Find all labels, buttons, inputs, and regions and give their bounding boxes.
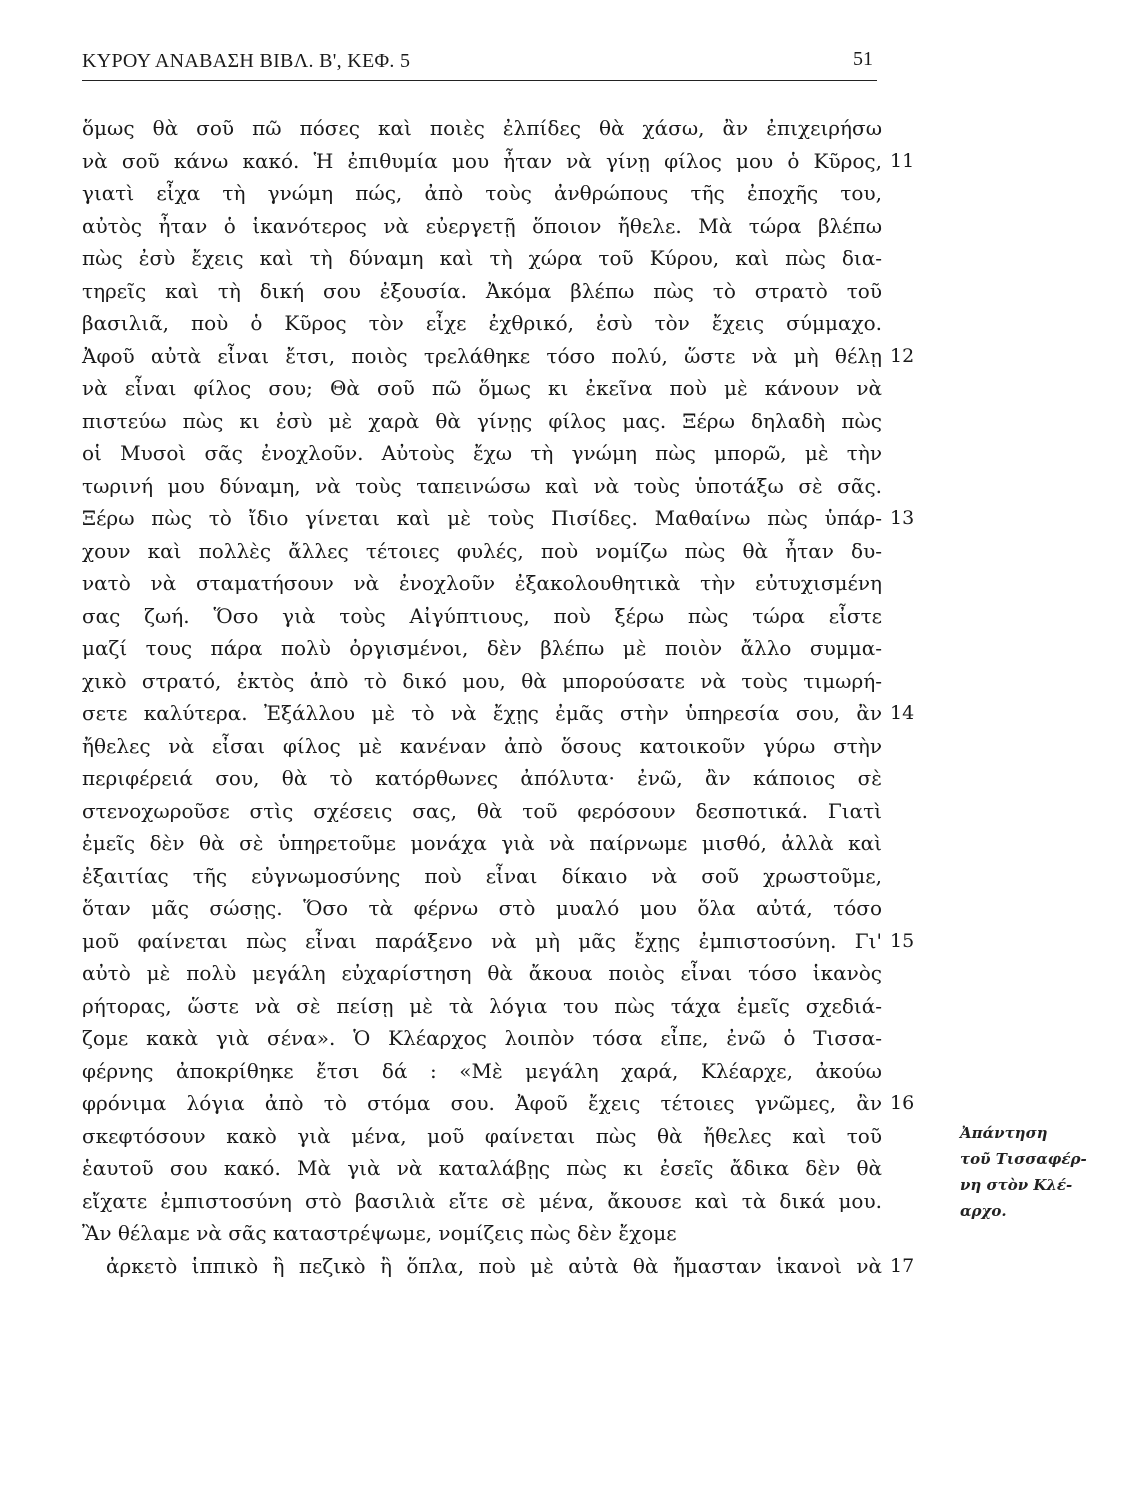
text-line: τωρινή μου δύναμη, νὰ τοὺς ταπεινώσω καὶ νὰ τοὺς ὑποτάξω σὲ σᾶς. (82, 473, 882, 498)
text-line: περιφέρειά σου, θὰ τὸ κατόρθωνες ἀπόλυτα· ἐνῶ, ἂν κάποιος σὲ (82, 766, 882, 790)
text-line: αὐτὸς ἦταν ὁ ἱκανότερος νὰ εὐεργετῇ ὅποιον ἤθελε. Μὰ τώρα βλέπω (82, 213, 882, 238)
section-number: 13 (890, 507, 915, 529)
section-number: 12 (890, 344, 915, 367)
margin-note-line: τοῦ Τισσαφέρ- (960, 1150, 1087, 1168)
text-line: εἴχατε ἐμπιστοσύνη στὸ βασιλιὰ εἴτε σὲ μένα, ἄκουσε καὶ τὰ δικά μου. (82, 1188, 882, 1213)
running-header (82, 44, 877, 81)
text-line: μοῦ φαίνεται πὼς εἶναι παράξενο νὰ μὴ μᾶς ἔχῃς ἐμπιστοσύνη. Γι' 15 (82, 925, 882, 958)
body-text (82, 112, 915, 1315)
text-line: τηρεῖς καὶ τὴ δική σου ἐξουσία. Ἀκόμα βλέπω πὼς τὸ στρατὸ τοῦ (82, 278, 882, 303)
section-number: 14 (890, 702, 915, 724)
text-line: χικὸ στρατό, ἐκτὸς ἀπὸ τὸ δικό μου, θὰ μπορούσατε νὰ τοὺς τιμωρή- (82, 668, 882, 693)
margin-note-line: αρχο. (960, 1202, 1007, 1220)
text-line: πὼς ἐσὺ ἔχεις καὶ τὴ δύναμη καὶ τὴ χώρα τοῦ Κύρου, καὶ πὼς δια- (82, 246, 882, 270)
text-line: ὅμως θὰ σοῦ πῶ πόσες καὶ ποιὲς ἐλπίδες θὰ χάσω, ἂν ἐπιχειρήσω (82, 116, 882, 140)
text-line: νατὸ νὰ σταματήσουν νὰ ἐνοχλοῦν ἐξακολουθητικὰ τὴν εὐτυχισμένη (82, 571, 882, 595)
margin-note-line: Ἀπάντηση (960, 1124, 1048, 1142)
running-head-title: ΚΥΡΟΥ ΑΝΑΒΑΣΗ ΒΙΒΛ. Β', ΚΕΦ. 5 (82, 50, 411, 72)
text-line: ἐμεῖς δὲν θὰ σὲ ὑπηρετοῦμε μονάχα γιὰ νὰ παίρνωμε μισθό, ἀλλὰ καὶ (82, 831, 882, 855)
text-line: ὅταν μᾶς σώσῃς. Ὅσο τὰ φέρνω στὸ μυαλό μου ὅλα αὐτά, τόσο (82, 896, 882, 920)
text-line: σετε καλύτερα. Ἐξάλλου μὲ τὸ νὰ ἔχῃς ἐμᾶς στὴν ὑπηρεσία σου, ἂν 14 (82, 697, 882, 730)
margin-note-line: νη στὸν Κλέ- (960, 1176, 1073, 1194)
text-line: πιστεύω πὼς κι ἐσὺ μὲ χαρὰ θὰ γίνῃς φίλος μας. Ξέρω δηλαδὴ πὼς (82, 408, 882, 433)
text-line: γιατὶ εἶχα τὴ γνώμη πώς, ἀπὸ τοὺς ἀνθρώπους τῆς ἐποχῆς του, (82, 181, 882, 205)
text-line: σας ζωή. Ὅσο γιὰ τοὺς Αἰγύπτιους, ποὺ ξέρω πὼς τώρα εἶστε (82, 603, 882, 628)
text-line: οἱ Μυσοὶ σᾶς ἐνοχλοῦν. Αὐτοὺς ἔχω τὴ γνώμη πὼς μπορῶ, μὲ τὴν (82, 441, 882, 465)
text-line: ρήτορας, ὥστε νὰ σὲ πείσῃ μὲ τὰ λόγια του πὼς τάχα ἐμεῖς σχεδιά- (82, 993, 882, 1018)
text-line (82, 1282, 882, 1315)
section-number: 11 (890, 149, 915, 172)
margin-note (960, 1120, 1085, 1224)
text-line: Ἀφοῦ αὐτὰ εἶναι ἔτσι, ποιὸς τρελάθηκε τόσο πολύ, ὥστε νὰ μὴ θέλῃ 12 (82, 340, 882, 373)
text-line: σκεφτόσουν κακὸ γιὰ μένα, μοῦ φαίνεται πὼς θὰ ἤθελες καὶ τοῦ (82, 1123, 882, 1148)
text-line: στενοχωροῦσε στὶς σχέσεις σας, θὰ τοῦ φερόσουν δεσποτικά. Γιατὶ (82, 798, 882, 823)
page-number: 51 (853, 48, 873, 70)
text-line: φρόνιμα λόγια ἀπὸ τὸ στόμα σου. Ἀφοῦ ἔχεις τέτοιες γνῶμες, ἂν 16 (82, 1087, 882, 1120)
text-line: ζομε κακὰ γιὰ σένα». Ὁ Κλέαρχος λοιπὸν τόσα εἶπε, ἐνῶ ὁ Τισσα- (82, 1026, 882, 1050)
text-line: νὰ εἶναι φίλος σου; Θὰ σοῦ πῶ ὅμως κι ἐκεῖνα ποὺ μὲ κάνουν νὰ (82, 376, 882, 400)
text-line: μαζί τους πάρα πολὺ ὀργισμένοι, δὲν βλέπω μὲ ποιὸν ἄλλο συμμα- (82, 636, 882, 660)
text-line: ἤθελες νὰ εἶσαι φίλος μὲ κανέναν ἀπὸ ὅσους κατοικοῦν γύρω στὴν (82, 733, 882, 758)
section-number: 16 (890, 1092, 915, 1114)
text-line: βασιλιᾶ, ποὺ ὁ Κῦρος τὸν εἶχε ἐχθρικό, ἐσὺ τὸν ἔχεις σύμμαχο. (82, 311, 882, 335)
text-line: ἐξαιτίας τῆς εὐγνωμοσύνης ποὺ εἶναι δίκαιο νὰ σοῦ χρωστοῦμε, (82, 863, 882, 888)
text-line: Ξέρω πὼς τὸ ἴδιο γίνεται καὶ μὲ τοὺς Πισίδες. Μαθαίνω πὼς ὑπάρ- 13 (82, 502, 882, 535)
text-line: χουν καὶ πολλὲς ἄλλες τέτοιες φυλές, ποὺ νομίζω πὼς θὰ ἦταν δυ- (82, 538, 882, 563)
text-line: ἑαυτοῦ σου κακό. Μὰ γιὰ νὰ καταλάβῃς πὼς κι ἐσεῖς ἄδικα δὲν θὰ (82, 1156, 882, 1180)
section-number: 15 (890, 929, 915, 952)
section-number: 17 (890, 1254, 915, 1277)
text-line: νὰ σοῦ κάνω κακό. Ἡ ἐπιθυμία μου ἦταν νὰ γίνῃ φίλος μου ὁ Κῦρος, 11 (82, 145, 882, 178)
text-line: αὐτὸ μὲ πολὺ μεγάλη εὐχαρίστηση θὰ ἄκουα ποιὸς εἶναι τόσο ἱκανὸς (82, 961, 882, 985)
text-line: φέρνης ἀποκρίθηκε ἔτσι δά : «Μὲ μεγάλη χαρά, Κλέαρχε, ἀκούω (82, 1058, 882, 1083)
text-line: Ἂν θέλαμε νὰ σᾶς καταστρέψωμε, νομίζεις πὼς δὲν ἔχομε (82, 1221, 677, 1245)
text-line: ἀρκετὸ ἱππικὸ ἢ πεζικὸ ἢ ὅπλα, ποὺ μὲ αὐτὰ θὰ ἤμασταν ἱκανοὶ νὰ 17 (82, 1250, 882, 1283)
